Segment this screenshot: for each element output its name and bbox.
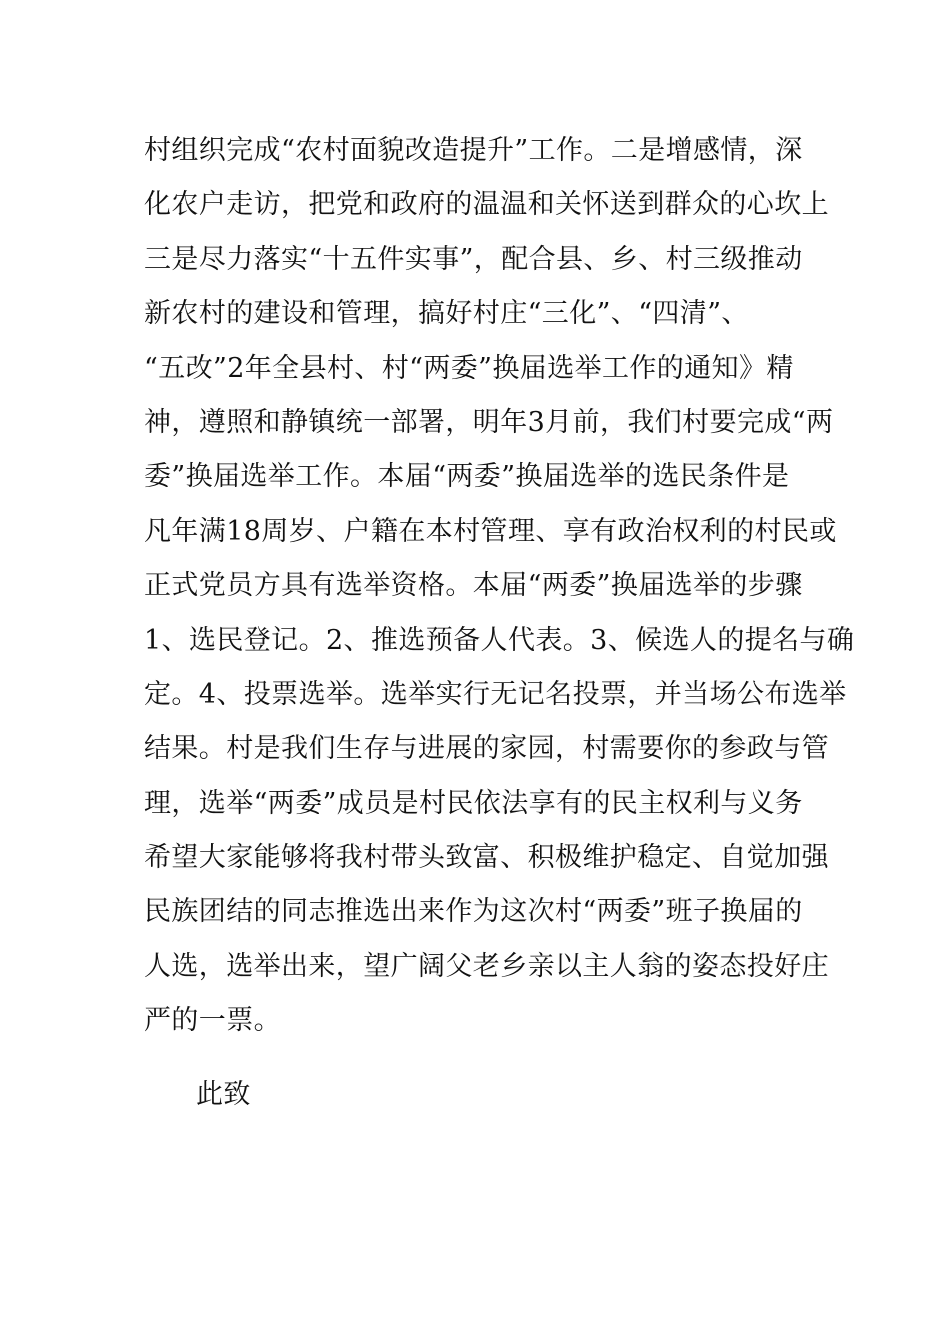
text-line: 三是尽力落实“十五件实事”，配合县、乡、村三级推动 (144, 243, 803, 275)
text-line: 定。4、投票选举。选举实行无记名投票，并当场公布选举 (144, 678, 847, 710)
text-line: 新农村的建设和管理，搞好村庄“三化”、“四清”、 (144, 298, 749, 330)
text-line: “五改”2年全县村、村“两委”换届选举工作的通知》精 (144, 352, 794, 384)
body-paragraph (144, 124, 855, 1049)
text-line: 凡年满18周岁、户籍在本村管理、享有政治权利的村民或 (144, 515, 837, 547)
closing-salutation: 此致 (196, 1079, 251, 1110)
text-line: 理，选举“两委”成员是村民依法享有的民主权利与义务 (144, 787, 803, 819)
text-line: 结果。村是我们生存与进展的家园，村需要你的参政与管 (144, 733, 829, 765)
text-line: 正式党员方具有选举资格。本届“两委”换届选举的步骤 (144, 570, 803, 602)
text-line: 1、选民登记。2、推选预备人代表。3、候选人的提名与确 (144, 624, 855, 656)
text-line: 人选，选举出来，望广阔父老乡亲以主人翁的姿态投好庄 (144, 950, 829, 982)
text-line: 神，遵照和静镇统一部署，明年3月前，我们村要完成“两 (144, 406, 834, 438)
text-line: 化农户走访，把党和政府的温温和关怀送到群众的心坎上 (144, 189, 829, 221)
text-line: 希望大家能够将我村带头致富、积极维护稳定、自觉加强 (144, 842, 829, 874)
text-line: 民族团结的同志推选出来作为这次村“两委”班子换届的 (144, 896, 803, 928)
text-line: 村组织完成“农村面貌改造提升”工作。二是增感情，深 (144, 135, 803, 166)
text-line: 严的一票。 (144, 1005, 281, 1037)
text-line: 委”换届选举工作。本届“两委”换届选举的选民条件是 (144, 461, 790, 493)
